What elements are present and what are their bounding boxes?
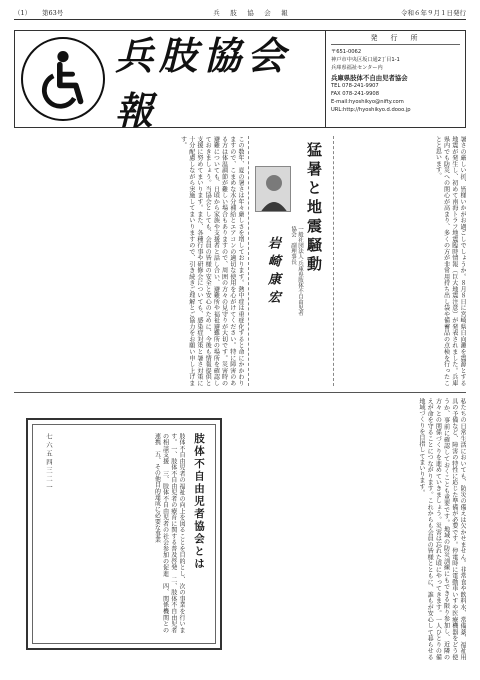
page-number: （1） [14, 9, 32, 17]
charter-inner-frame [32, 424, 216, 644]
publisher-tel: TEL 078-241-9907 [331, 83, 379, 89]
charter-numbers: 七六五四三二一 [45, 433, 53, 492]
charter-title: 肢体不自由児者協会とは [193, 433, 205, 571]
article-intro-text: 暑さの厳しい折、皆様いかがお過ごしでしょうか。８月８日に宮崎県日向灘を震源とする地震が発生し、初めて南海トラフ地震臨時情報（巨大地震注意）が発表されました。兵庫県内でも防災への関心が高まり、多くの方が非常用持ち出し袋や備蓄品の点検を行ったことと思います。 [434, 136, 466, 386]
section-divider [14, 392, 466, 393]
publish-date: 令和６年９月１日発行 [401, 9, 466, 17]
author-role: 一般社団法人 兵庫県肢体不自由児者協会 副理事長 [290, 226, 303, 316]
publisher-org: 兵庫県肢体不自由児者協会 [331, 74, 408, 82]
upper-article-section [14, 136, 466, 386]
title-text: 兵肢協会報 [115, 33, 292, 133]
feature-title: 猛暑と地震騒動 [305, 142, 323, 275]
feature-header [248, 136, 334, 386]
newsletter-title [115, 33, 315, 133]
charter-box [26, 418, 222, 650]
publisher-fax: FAX 078-241-9908 [331, 91, 380, 97]
charter-body: 肢体不自由児者の福祉の向上を図ることを目的とし、次の事業を行います。一、肢体不自由児者の療育に関する普及啓発 二、肢体不自由児者の相談支援 三、肢体不自由児者の社会参加の促進 四、関係機関との連携 五、その他目的達成に必要な事業 [153, 433, 185, 633]
publisher-heading: 発 行 所 [331, 34, 460, 45]
author-photo [255, 166, 291, 212]
issue-number: 第63号 [42, 9, 64, 17]
paper-name: 兵 肢 協 会 報 [213, 9, 290, 17]
author-name: 岩崎康宏 [265, 236, 280, 308]
publisher-zip: 〒651-0062 [331, 49, 362, 55]
masthead [14, 30, 466, 133]
publisher-url[interactable]: URL:http://hyoshikyo.d.dooo.jp [331, 107, 411, 113]
publisher-address1: 神戸市中央区坂口通2丁目1-1 [331, 57, 400, 63]
publisher-info [325, 31, 465, 127]
article-body-text: この数年、夏の暑さは年々厳しさを増しております。熱中症は重症化すると命にかかわりますので、こまめな水分補給とエアコンの適切な使用を心がけてください。特に障害のある方は体温調節が難しい場合もありますので、周囲の方々の見守りが大切です。災害時の避難についても、日頃から家族や支援者と話し合い、避難所や福祉避難所の場所を確認しておきましょう。当協会としても、会員の皆様の安全と安心のために、今後も情報提供と支援に努めてまいります。また、各種行事や研修会についても、感染症対策と暑さ対策に十分配慮しながら実施してまいりますので、引き続きご理解とご協力をお願い申し上げます。 [179, 136, 244, 386]
article-continued-text: 私たちの日常生活においても、防災の備えは欠かせません。非常食や飲料水、常備薬、福祉用具の予備など、障害の特性に応じた準備が必要です。停電時に電動車いすや医療機器をどう使うか、事前に確認しておくことも重要です。地域の防災訓練にもできる限り参加し、近隣の方々との関係づくりを進めていきましょう。災害は忘れた頃にやってきます。一人ひとりの備えが命を守ることにつながります。これからも会員の皆様とともに、誰もが安心して暮らせる地域づくりを目指してまいります。 [417, 398, 466, 660]
top-header-bar [14, 6, 466, 20]
lower-section [14, 398, 466, 668]
publisher-address2: 兵庫県福祉センター内 [331, 65, 383, 71]
publisher-email[interactable]: E-mail:hyoshikyo@nifty.com [331, 99, 404, 105]
wheelchair-symbol-icon [21, 37, 105, 121]
